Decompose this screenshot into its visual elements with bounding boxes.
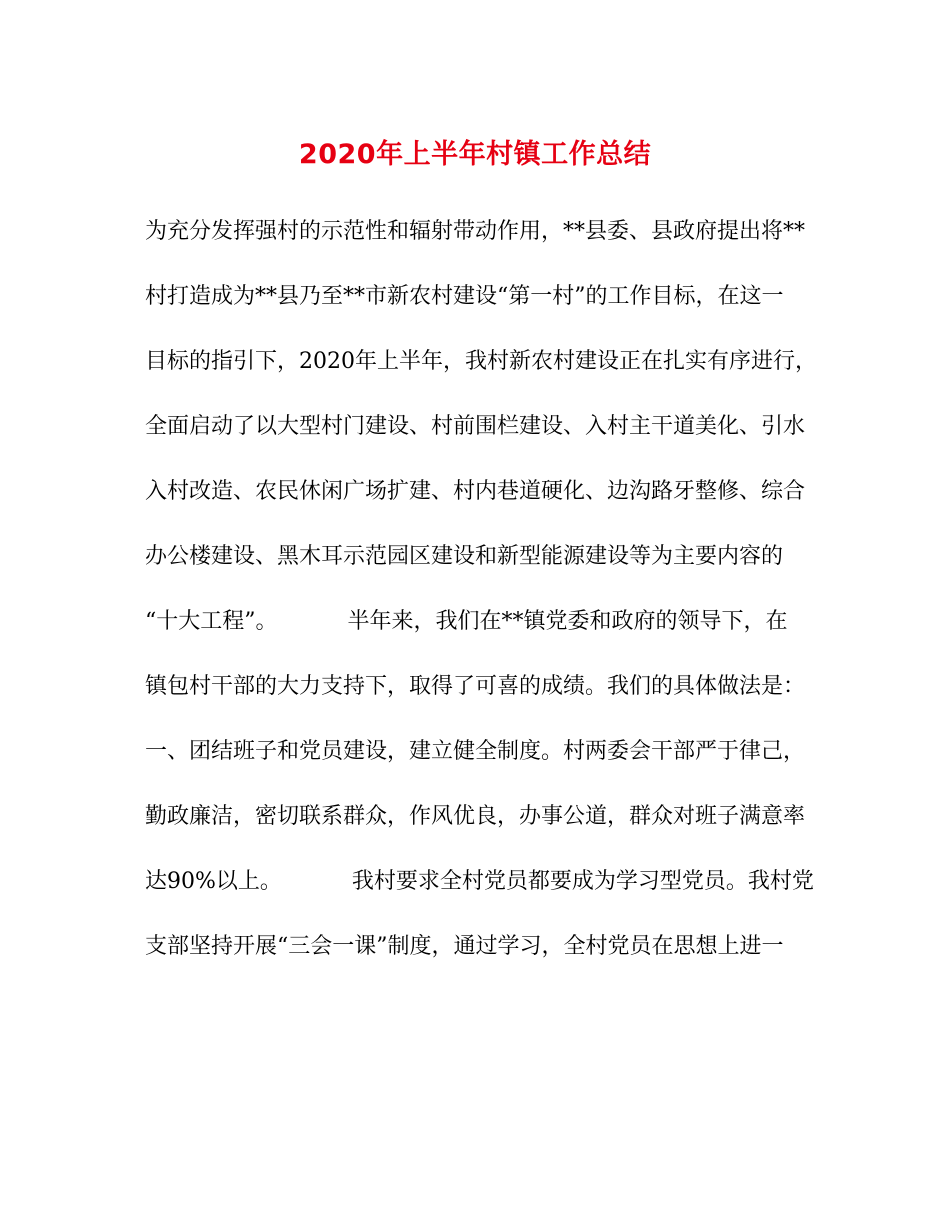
body-line-11-part-2: 我村要求全村党员都要成为学习型党员。我村党 [351,869,814,894]
body-line-6: 办公楼建设、黑木耳示范园区建设和新型能源建设等为主要内容的 [145,544,784,569]
document-body [145,212,817,992]
body-line-10: 勤政廉洁，密切联系群众，作风优良，办事公道，群众对班子满意率 [145,804,806,829]
body-line-2: 村打造成为**县乃至**市新农村建设“第一村”的工作目标，在这一 [145,284,784,309]
body-line-11-part-1: 达90%以上。 [145,869,282,894]
body-line-5: 入村改造、农民休闲广场扩建、村内巷道硬化、边沟路牙整修、综合 [145,479,806,504]
body-line-1: 为充分发挥强村的示范性和辐射带动作用，**县委、县政府提出将** [145,219,806,244]
body-line-7 [145,602,810,667]
body-line-12: 支部坚持开展“三会一课”制度，通过学习，全村党员在思想上进一 [145,934,784,959]
document-title: 2020年上半年村镇工作总结 [298,139,652,170]
body-line-8: 镇包村干部的大力支持下，取得了可喜的成绩。我们的具体做法是： [145,674,806,699]
body-line-11 [145,862,814,927]
body-line-7-part-2: 半年来，我们在**镇党委和政府的领导下，在 [347,609,788,634]
body-line-9: 一、团结班子和党员建设，建立健全制度。村两委会干部严于律己， [145,739,806,764]
body-line-3: 目标的指引下，2020年上半年，我村新农村建设正在扎实有序进行， [145,349,817,374]
body-line-4: 全面启动了以大型村门建设、村前围栏建设、入村主干道美化、引水 [145,414,806,439]
body-line-7-part-1: “十大工程”。 [145,609,278,634]
